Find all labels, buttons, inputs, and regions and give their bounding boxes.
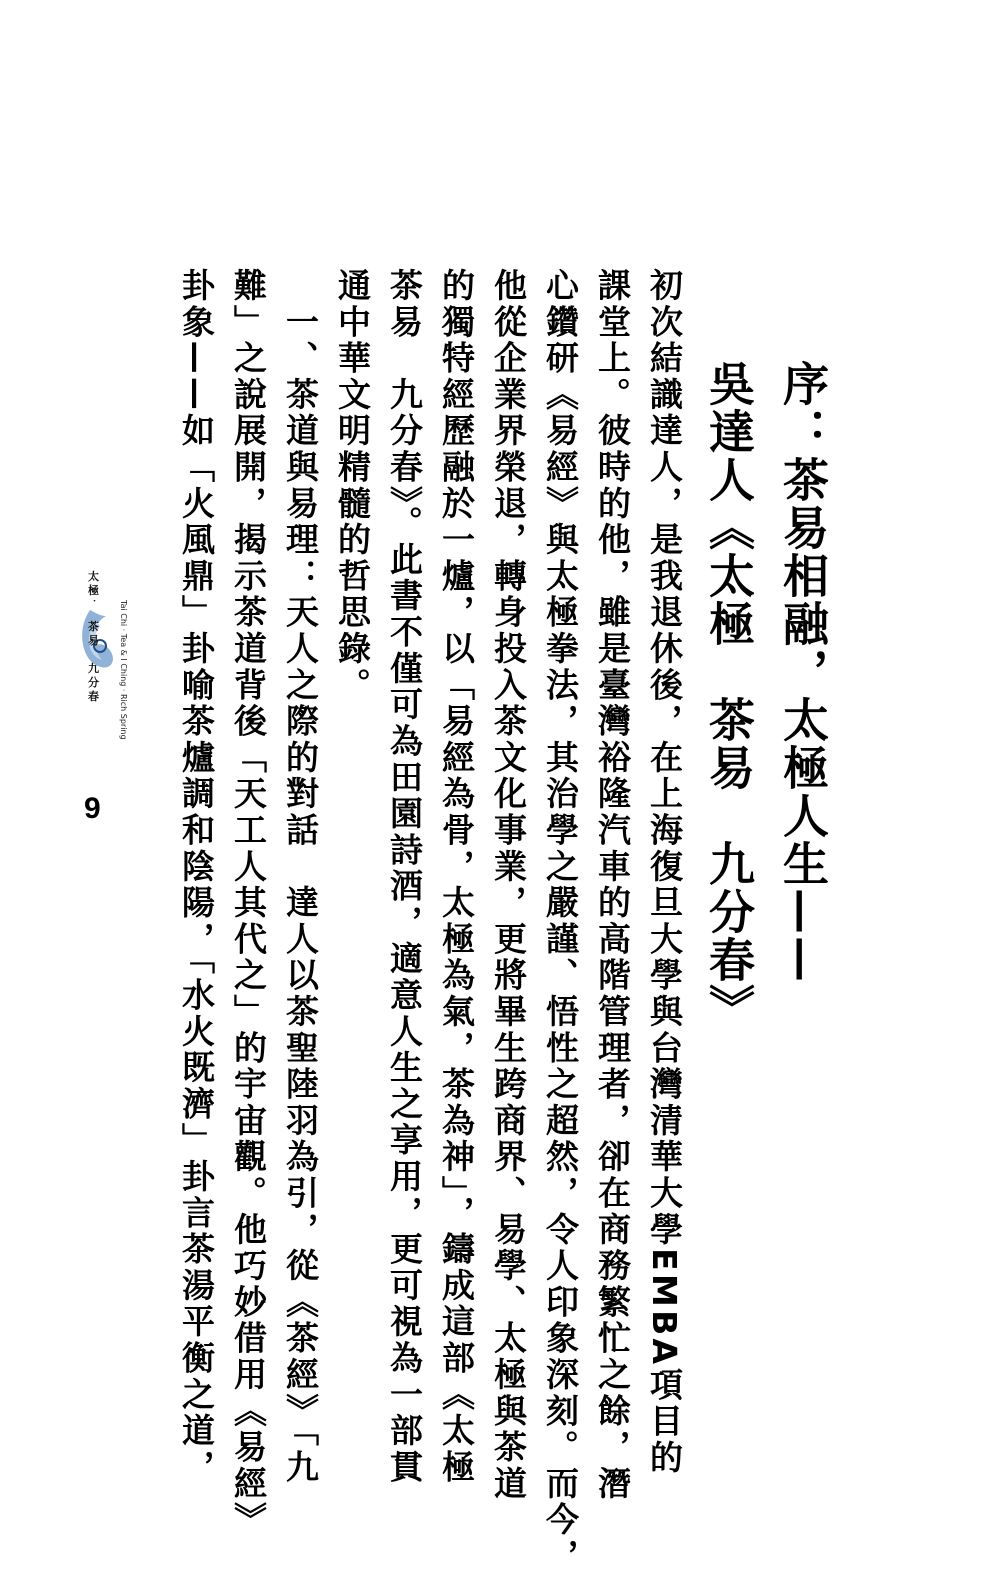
svg-text:九: 九 <box>88 662 99 675</box>
text-column: 難」之說展開，揭示茶道背後「天工人其代之」的宇宙觀。他巧妙借用《易經》 <box>229 268 268 1539</box>
svg-text:極: 極 <box>88 584 99 597</box>
svg-text:春: 春 <box>88 690 99 703</box>
book-logo <box>78 560 148 780</box>
book-logo-icon <box>78 560 148 760</box>
text-column: 通中華文明精髓的哲思錄。 <box>333 268 372 704</box>
svg-text:・: ・ <box>90 597 100 607</box>
page-number: 9 <box>84 792 101 825</box>
text-column: 他從企業界榮退，轉身投入茶文化事業，更將畢生跨商界、易學、太極與茶道 <box>489 268 528 1503</box>
title-line-1: 序：茶易相融，太極人生—— <box>776 360 830 984</box>
chapter-title <box>692 360 840 1080</box>
svg-text:分: 分 <box>88 676 99 689</box>
text-column: 茶易 九分春》。此書不僅可為田園詩酒，適意人生之享用，更可視為一部貫 <box>385 268 424 1486</box>
svg-text:易: 易 <box>88 634 99 647</box>
title-line-2: 吳達人《太極 茶易 九分春》 <box>702 360 756 1032</box>
svg-text:太: 太 <box>88 570 99 583</box>
book-subtitle: Tai Chi · Tea & I Ching · Rich Spring <box>119 600 128 740</box>
text-column: 心鑽研《易經》與太極拳法，其治學之嚴謹、悟性之超然，令人印象深刻。而今， <box>541 268 580 1575</box>
text-column: 初次結識達人，是我退休後，在上海復旦大學與台灣清華大學EMBA項目的 <box>645 268 684 1477</box>
body-text <box>170 268 690 1575</box>
svg-text:茶: 茶 <box>88 620 99 633</box>
text-column: 的獨特經歷融於一爐，以「易經為骨，太極為氣，茶為神」，鑄成這部《太極 <box>437 268 476 1486</box>
text-column: 卦象——如「火風鼎」卦喻茶爐調和陰陽，「水火既濟」卦言茶湯平衡之道， <box>177 268 216 1486</box>
text-column: 一、茶道與易理：天人之際的對話 達人以茶聖陸羽為引，從《茶經》「九 <box>281 268 320 1486</box>
text-column: 課堂上。彼時的他，雖是臺灣裕隆汽車的高階管理者，卻在商務繁忙之餘，潛 <box>593 268 632 1503</box>
